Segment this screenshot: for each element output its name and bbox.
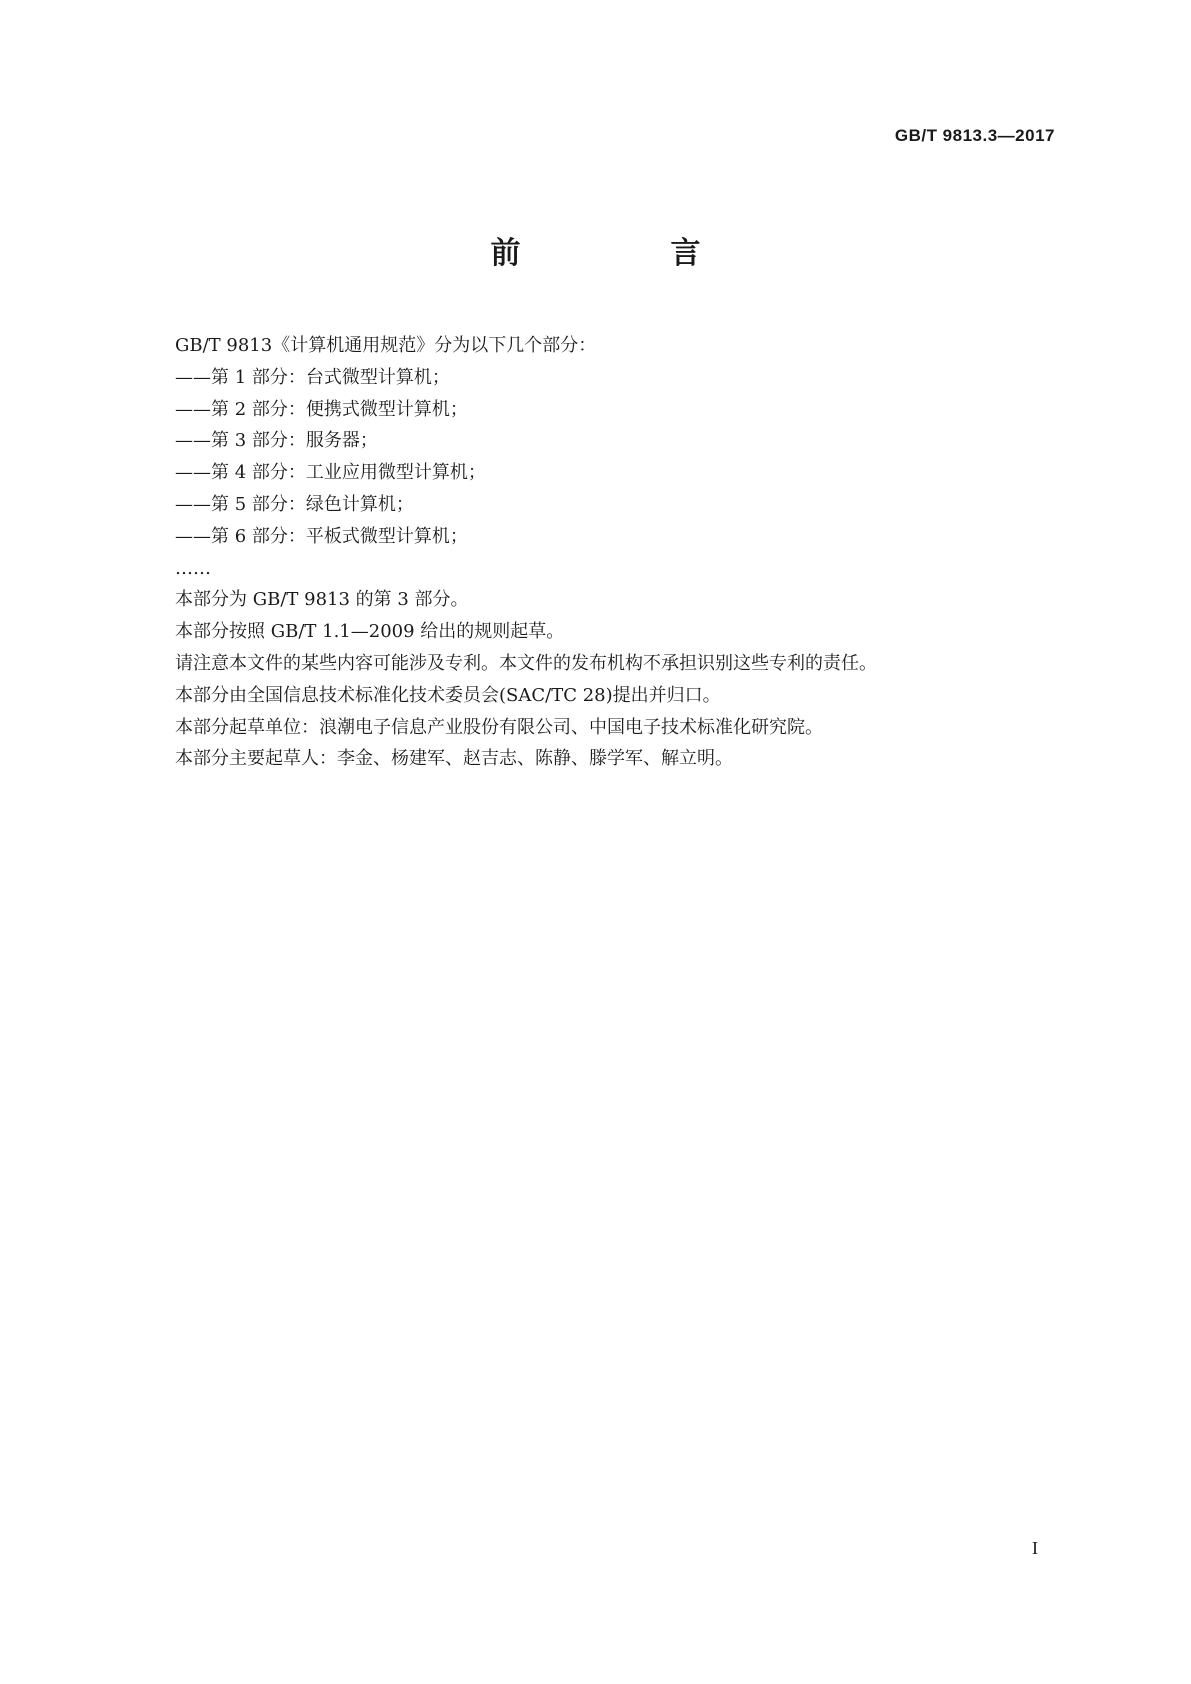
list-item-part-3: ——第 3 部分：服务器；: [175, 430, 378, 452]
paragraph-drafters: 本部分主要起草人：李金、杨建军、赵吉志、陈静、滕学军、解立明。: [175, 748, 733, 770]
foreword-body: [175, 330, 1045, 775]
standard-code: GB/T 9813.3—2017: [894, 126, 1055, 145]
paragraph-drafting-rules: 本部分按照 GB/T 1.1—2009 给出的规则起草。: [175, 621, 565, 643]
paragraph-intro: GB/T 9813《计算机通用规范》分为以下几个部分：: [175, 335, 597, 356]
list-item-part-4: ——第 4 部分：工业应用微型计算机；: [175, 462, 486, 484]
page-number: I: [1032, 1538, 1038, 1558]
list-item-part-2: ——第 2 部分：便携式微型计算机；: [175, 398, 468, 420]
paragraph-drafting-units: 本部分起草单位：浪潮电子信息产业股份有限公司、中国电子技术标准化研究院。: [175, 716, 823, 738]
page-title: 前 言: [490, 236, 761, 271]
paragraph-patent-notice: 请注意本文件的某些内容可能涉及专利。本文件的发布机构不承担识别这些专利的责任。: [175, 652, 877, 674]
paragraph-part-scope: 本部分为 GB/T 9813 的第 3 部分。: [175, 589, 469, 611]
list-item-part-1: ——第 1 部分：台式微型计算机；: [175, 366, 450, 388]
list-item-part-6: ——第 6 部分：平板式微型计算机；: [175, 525, 468, 547]
paragraph-proposer: 本部分由全国信息技术标准化技术委员会(SAC/TC 28)提出并归口。: [175, 684, 721, 706]
list-item-part-5: ——第 5 部分：绿色计算机；: [175, 493, 414, 515]
list-ellipsis: ……: [175, 557, 211, 579]
